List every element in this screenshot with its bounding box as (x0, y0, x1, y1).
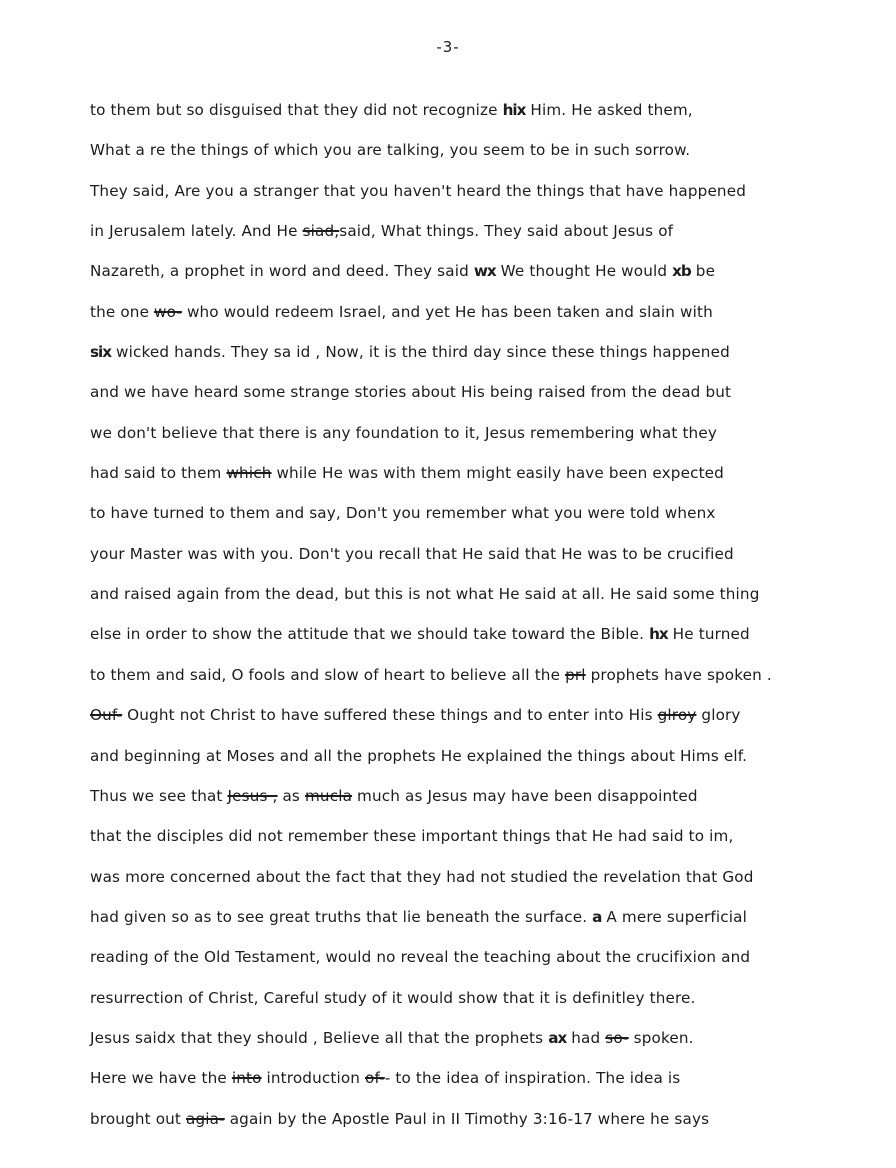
text-segment: spoken. (628, 1028, 694, 1047)
text-line (90, 986, 880, 1026)
struck-text: mucla (304, 786, 353, 805)
text-line (90, 784, 880, 824)
text-segment: - to the idea of inspiration. The idea is (384, 1069, 681, 1088)
text-line (90, 663, 880, 703)
text-segment: your Master was with you. Don't you recall that He said that He was to be crucified (90, 544, 734, 563)
overtyped-text: six (90, 343, 112, 362)
overtyped-text: ax (548, 1028, 567, 1047)
text-line (90, 582, 880, 622)
text-segment: had said to them (90, 464, 227, 483)
text-segment: and raised again from the dead, but this is not what He said at all. He said some thing (90, 585, 760, 604)
text-segment: else in order to show the attitude that we should take toward the Bible. (90, 625, 650, 644)
text-line (90, 98, 880, 138)
text-segment: to them but so disguised that they did not recognize (90, 101, 503, 119)
text-segment: glory (696, 706, 741, 725)
overtyped-text: a (592, 907, 602, 926)
text-segment: We thought He would (495, 262, 673, 281)
text-segment: be (690, 262, 716, 281)
text-segment: wicked hands. They sa id , Now, it is the third day since these things happened (111, 343, 730, 362)
struck-text: Jesus , (227, 786, 278, 805)
text-segment: again by the Apostle Paul in II Timothy 3:16-17 where he says (224, 1109, 710, 1128)
text-segment: Ought not Christ to have suffered these things and to enter into His (122, 706, 658, 725)
text-segment: brought out (90, 1109, 187, 1128)
text-segment: introduction (261, 1069, 366, 1088)
text-line (90, 259, 880, 299)
text-line (90, 1066, 880, 1106)
text-segment: in Jerusalem lately. And He (90, 222, 303, 241)
struck-text: wo- (154, 302, 182, 321)
text-line (90, 905, 880, 945)
text-segment: who would redeem Israel, and yet He has been taken and slain with (181, 302, 713, 321)
text-line (90, 865, 880, 905)
text-line (90, 461, 880, 501)
text-segment: What a re the things of which you are talking, you seem to be in such sorrow. (90, 141, 691, 160)
text-line (90, 703, 880, 743)
text-segment: and beginning at Moses and all the prophets He explained the things about Hims elf. (90, 746, 748, 765)
text-segment: and we have heard some strange stories about His being raised from the dead but (90, 383, 732, 402)
text-line (90, 300, 880, 340)
text-segment: They said, Are you a stranger that you haven't heard the things that have happened (90, 181, 746, 200)
text-line (90, 219, 880, 259)
text-segment: we don't believe that there is any foundation to it, Jesus remembering what they (90, 423, 717, 442)
text-segment: that the disciples did not remember these important things that He had said to im, (90, 827, 734, 846)
text-line (90, 744, 880, 784)
struck-text: which (226, 464, 272, 483)
struck-text: glroy (657, 706, 697, 725)
text-segment: Him. He asked them, (525, 101, 693, 119)
struck-text: into (231, 1069, 262, 1088)
text-segment: had given so as to see great truths that lie beneath the surface. (90, 907, 593, 926)
overtyped-text: hx (649, 625, 668, 644)
text-segment: resurrection of Christ, Careful study of it would show that it is definitley there. (90, 988, 696, 1007)
text-segment: had (566, 1028, 606, 1047)
text-segment: Thus we see that (90, 786, 228, 805)
text-segment: A mere superficial (601, 907, 747, 926)
text-line (90, 542, 880, 582)
text-segment: reading of the Old Testament, would no reveal the teaching about the crucifixion and (90, 948, 751, 967)
text-segment: was more concerned about the fact that they had not studied the revelation that God (90, 867, 754, 886)
text-line (90, 824, 880, 864)
overtyped-text: hix (502, 101, 526, 119)
text-segment: Jesus saidx that they should , Believe all that the prophets (90, 1028, 549, 1047)
struck-text: prl (565, 665, 586, 684)
text-line (90, 501, 880, 541)
text-line (90, 421, 880, 461)
struck-text: Ouf- (90, 706, 123, 725)
text-line (90, 945, 880, 985)
text-segment: as (277, 786, 305, 805)
text-segment: He turned (667, 625, 750, 644)
overtyped-text: wx (473, 262, 496, 281)
text-segment: prophets have spoken . (585, 665, 772, 684)
struck-text: siad, (302, 222, 340, 241)
struck-text: of- (365, 1069, 385, 1088)
text-segment: to have turned to them and say, Don't you remember what you were told whenx (90, 504, 716, 523)
overtyped-text: xb (672, 262, 691, 281)
text-segment: Here we have the (90, 1069, 232, 1088)
text-segment: said, What things. They said about Jesus of (339, 222, 674, 241)
struck-text: so- (605, 1028, 629, 1047)
text-segment: to them and said, O fools and slow of heart to believe all the (90, 665, 566, 684)
text-segment: Nazareth, a prophet in word and deed. They said (90, 262, 474, 281)
text-segment: while He was with them might easily have been expected (271, 464, 724, 483)
page-number: -3- (436, 38, 460, 56)
text-segment: the one (90, 302, 155, 321)
body-text (90, 98, 880, 1147)
text-segment: much as Jesus may have been disappointed (352, 786, 698, 805)
text-line (90, 138, 880, 178)
struck-text: agia- (186, 1109, 225, 1128)
text-line (90, 340, 880, 380)
text-line (90, 179, 880, 219)
text-line (90, 380, 880, 420)
text-line (90, 1107, 880, 1147)
text-line (90, 622, 880, 662)
text-line (90, 1026, 880, 1066)
